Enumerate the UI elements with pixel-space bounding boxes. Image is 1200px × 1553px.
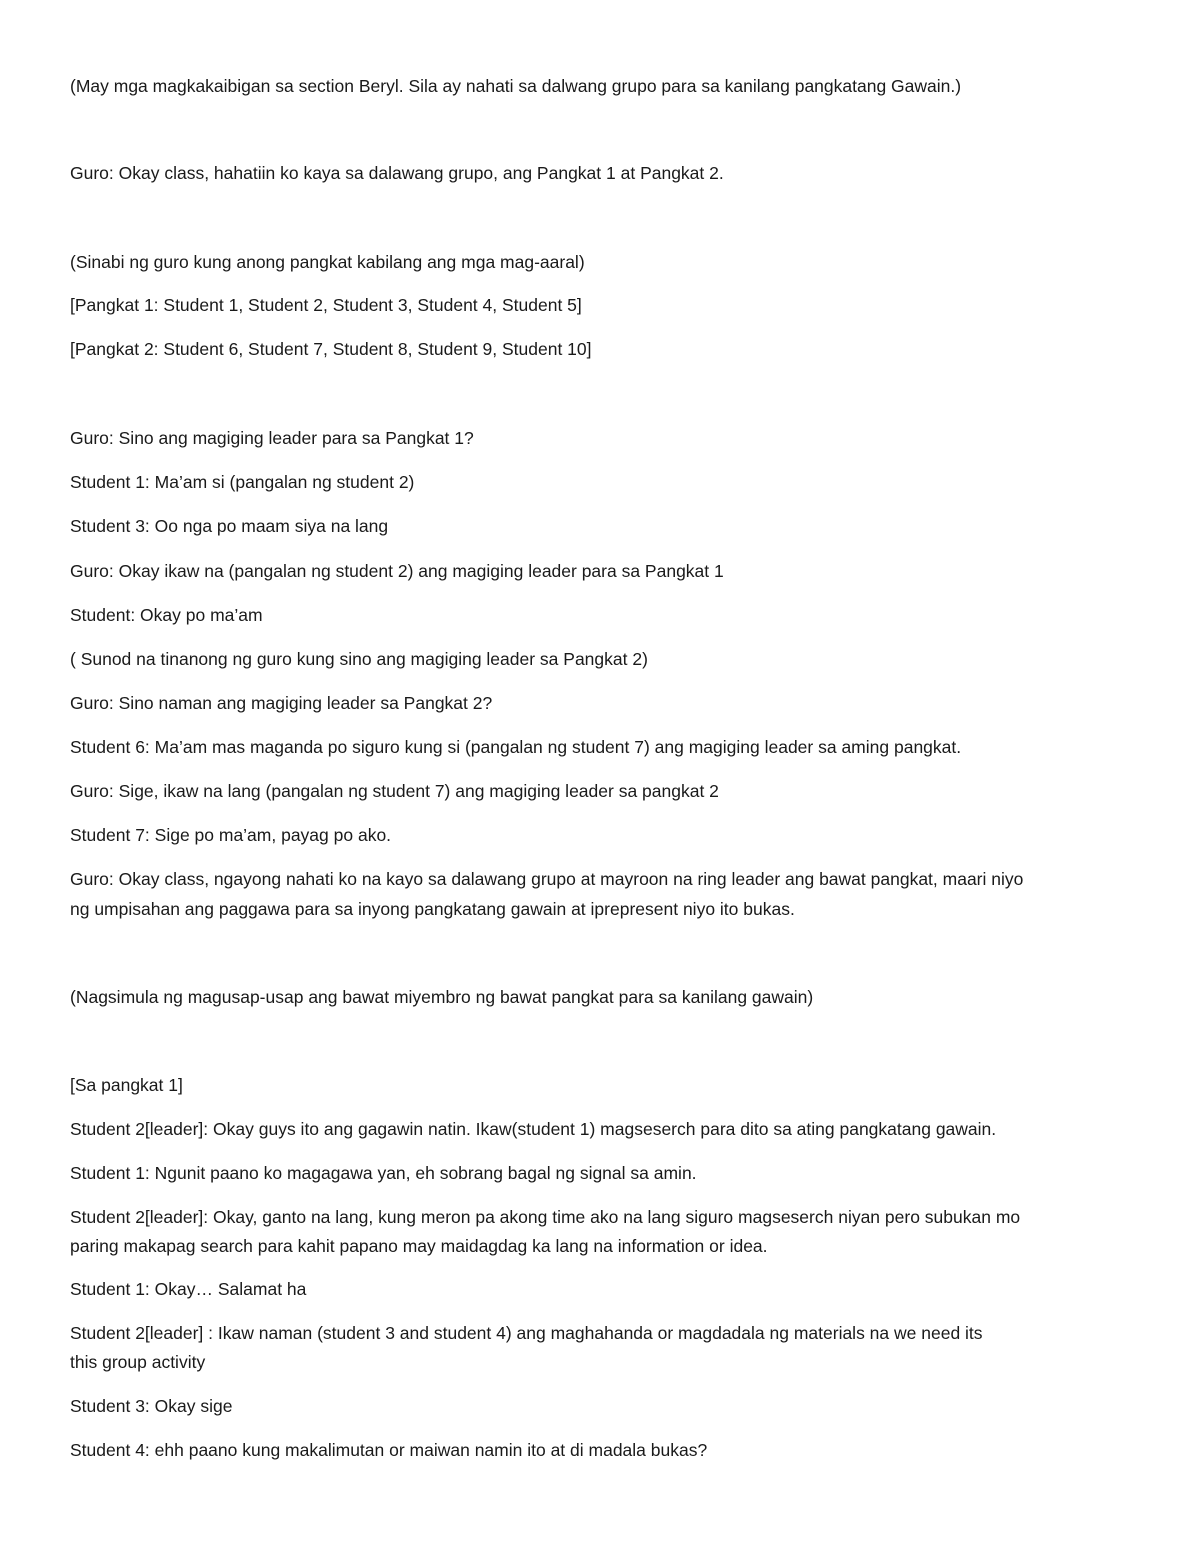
- text-line: ng umpisahan ang paggawa para sa inyong pangkatang gawain at iprepresent niyo ito bukas.: [70, 899, 795, 919]
- text-line: Student 7: Sige po ma’am, payag po ako.: [70, 825, 392, 845]
- text-line: Student 3: Okay sige: [70, 1396, 233, 1416]
- text-line: Student 2[leader]: Okay guys ito ang gagawin natin. Ikaw(student 1) magseserch para dito sa ating pangkatang gawain.: [70, 1119, 997, 1139]
- text-line: ( Sunod na tinanong ng guro kung sino ang magiging leader sa Pangkat 2): [70, 649, 648, 669]
- text-line: Guro: Okay class, ngayong nahati ko na kayo sa dalawang grupo at mayroon na ring leader ang bawat pangkat, maari niyo: [70, 869, 1024, 889]
- text-line: Guro: Sino naman ang magiging leader sa Pangkat 2?: [70, 693, 493, 713]
- text-line: Student 6: Ma’am mas maganda po siguro kung si (pangalan ng student 7) ang magiging leader sa aming pangkat.: [70, 737, 962, 757]
- text-line: Student 3: Oo nga po maam siya na lang: [70, 516, 389, 536]
- text-line: Student 1: Ngunit paano ko magagawa yan, eh sobrang bagal ng signal sa amin.: [70, 1163, 697, 1183]
- text-line: (May mga magkakaibigan sa section Beryl. Sila ay nahati sa dalwang grupo para sa kanilang pangkatang Gawain.): [70, 76, 962, 96]
- text-line: (Sinabi ng guro kung anong pangkat kabilang ang mga mag-aaral): [70, 252, 585, 272]
- text-line: Guro: Sino ang magiging leader para sa Pangkat 1?: [70, 428, 474, 448]
- text-line: Guro: Sige, ikaw na lang (pangalan ng student 7) ang magiging leader sa pangkat 2: [70, 781, 719, 801]
- text-line: Student 2[leader] : Ikaw naman (student 3 and student 4) ang maghahanda or magdadala ng materials na we need its: [70, 1323, 983, 1343]
- text-line: Guro: Okay class, hahatiin ko kaya sa dalawang grupo, ang Pangkat 1 at Pangkat 2.: [70, 163, 724, 183]
- text-line: Student 2[leader]: Okay, ganto na lang, kung meron pa akong time ako na lang siguro magseserch niyan pero subukan mo: [70, 1207, 1021, 1227]
- text-line: Student 1: Ma’am si (pangalan ng student 2): [70, 472, 415, 492]
- text-line: [Sa pangkat 1]: [70, 1075, 183, 1095]
- text-line: this group activity: [70, 1352, 206, 1372]
- text-line: [Pangkat 1: Student 1, Student 2, Student 3, Student 4, Student 5]: [70, 295, 582, 315]
- text-line: Student 4: ehh paano kung makalimutan or maiwan namin ito at di madala bukas?: [70, 1440, 708, 1460]
- text-line: (Nagsimula ng magusap-usap ang bawat miyembro ng bawat pangkat para sa kanilang gawain): [70, 987, 814, 1007]
- text-line: Student 1: Okay… Salamat ha: [70, 1279, 307, 1299]
- text-line: paring makapag search para kahit papano may maidagdag ka lang na information or idea.: [70, 1236, 768, 1256]
- text-line: Guro: Okay ikaw na (pangalan ng student 2) ang magiging leader para sa Pangkat 1: [70, 561, 724, 581]
- text-line: [Pangkat 2: Student 6, Student 7, Student 8, Student 9, Student 10]: [70, 339, 592, 359]
- text-line: Student: Okay po ma’am: [70, 605, 263, 625]
